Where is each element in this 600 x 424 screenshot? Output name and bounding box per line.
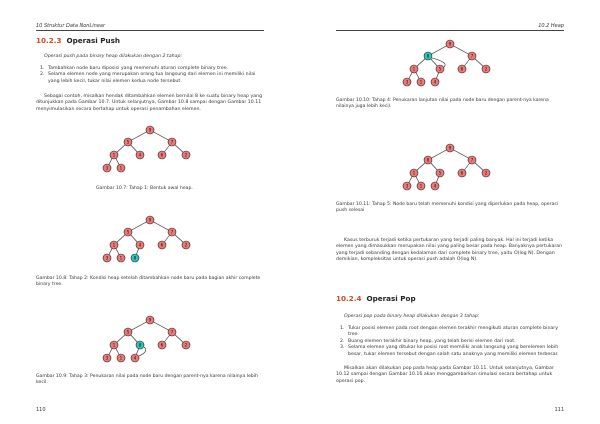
heap-node — [146, 216, 154, 224]
node-value: 8 — [138, 342, 142, 348]
heap-node — [436, 65, 444, 73]
node-value: 4 — [138, 152, 142, 158]
section-heading-push — [36, 36, 120, 45]
heap-node — [468, 52, 476, 60]
node-value: 6 — [160, 342, 164, 348]
node-value: 2 — [184, 152, 188, 158]
list-number: 2. — [40, 72, 45, 78]
figure-7-caption: Gambar 10.7: Tahap 1: Bentuk awal heap. — [96, 186, 193, 191]
heap-node — [468, 156, 476, 164]
heap-node — [403, 78, 411, 86]
heap-tree-figure-9 — [100, 316, 200, 368]
node-value: 8 — [133, 255, 137, 261]
heap-node — [158, 241, 166, 249]
node-value: 1 — [419, 79, 423, 85]
node-value: 3 — [405, 183, 409, 189]
header-rule — [336, 30, 564, 31]
heap-node — [431, 182, 439, 190]
heap-node — [431, 78, 439, 86]
node-value: 1 — [119, 355, 123, 361]
heap-node — [110, 241, 118, 249]
heap-tree-figure-10 — [400, 40, 500, 92]
list-number: 1. — [40, 66, 45, 71]
section-heading-pop — [336, 294, 416, 303]
list-text: Tukar posisi elemen pada root dengan elemen terakhir mengikuti aturan complete binary tree. — [348, 326, 558, 338]
heap-node — [417, 182, 425, 190]
heap-node — [124, 328, 132, 336]
list-text: Buang elemen terakhir binary heap, yang telah berisi elemen dari root. — [348, 338, 516, 344]
heap-node — [417, 78, 425, 86]
node-value: 8 — [426, 157, 430, 163]
heap-node — [410, 169, 418, 177]
node-value: 5 — [438, 170, 442, 176]
node-value: 1 — [119, 255, 123, 261]
list-item — [340, 345, 562, 358]
running-header: 10.2 Heap — [538, 23, 564, 29]
heap-node — [424, 156, 432, 164]
heap-node — [482, 65, 490, 73]
heap-node — [458, 65, 466, 73]
heap-tree-figure-11 — [400, 144, 500, 196]
heap-node — [458, 169, 466, 177]
right-page — [300, 0, 600, 424]
heap-node — [110, 151, 118, 159]
node-value: 5 — [438, 66, 442, 72]
node-value: 1 — [119, 165, 123, 171]
heap-tree-figure-8 — [100, 216, 200, 268]
heap-node — [446, 144, 454, 152]
heap-node — [182, 341, 190, 349]
heap-node — [110, 341, 118, 349]
page-number: 110 — [36, 407, 46, 413]
heap-node — [131, 254, 139, 262]
push-steps — [40, 66, 262, 85]
header-rule — [36, 30, 264, 31]
push-intro: Operasi push pada binary heap dilakukan dengan 2 tahap: — [44, 54, 183, 59]
node-value: 3 — [105, 355, 109, 361]
node-value: 3 — [405, 79, 409, 85]
node-value: 7 — [170, 229, 174, 235]
node-value: 2 — [484, 66, 488, 72]
heap-node — [146, 316, 154, 324]
complexity-paragraph: Kasus terburuk terjadi ketika pertukaran yang terjadi paling banyak. Hal ini terjadi ketika elemen yang dimasukkan merupakan nilai yang paling besar pada heap. Banyaknya pertukaran yang terjadi sebanding dengan kedalaman dari complete binary tree, yaitu O(log N). Dengan demikian, kompleksitas untuk operasi push adalah O(log N). — [336, 238, 563, 263]
heap-node — [117, 164, 125, 172]
section-title: Operasi Pop — [366, 294, 416, 303]
heap-node — [168, 328, 176, 336]
node-value: 2 — [184, 342, 188, 348]
push-example-paragraph: Sebagai contoh, misalkan hendak ditambahkan elemen bernilai 8 ke suatu binary heap yang ditunjukkan pada Gambar 10.7. Untuk selanjutnya, Gambar 10.8 sampai dengan Gambar 10.11 menyimulasikan secara bertahap untuk operasi penambahan elemen. — [36, 94, 263, 112]
node-value: 4 — [433, 79, 437, 85]
node-value: 1 — [412, 66, 416, 72]
heap-node — [103, 354, 111, 362]
node-value: 6 — [460, 66, 464, 72]
node-value: 4 — [433, 183, 437, 189]
heap-node — [117, 354, 125, 362]
list-item — [340, 326, 562, 339]
heap-node — [410, 65, 418, 73]
node-value: 9 — [148, 127, 152, 133]
heap-node — [158, 151, 166, 159]
node-value: 6 — [160, 242, 164, 248]
heap-node — [158, 341, 166, 349]
heap-node — [117, 254, 125, 262]
node-value: 4 — [138, 242, 142, 248]
list-text: Tambahkan node baru diposisi yang memenuhi aturan complete binary tree. — [48, 66, 229, 71]
node-value: 5 — [126, 229, 130, 235]
heap-node — [482, 169, 490, 177]
heap-node — [182, 151, 190, 159]
node-value: 1 — [112, 342, 116, 348]
heap-node — [168, 228, 176, 236]
node-value: 6 — [160, 152, 164, 158]
heap-node — [403, 182, 411, 190]
list-text: Selama elemen yang ditukar ke posisi root memiliki anak langsung yang berelemen lebih besar, tukar elemen tersebut dengan salah satu anaknya yang memiliki elemen terbesar. — [348, 345, 559, 357]
node-value: 6 — [460, 170, 464, 176]
heap-node — [124, 138, 132, 146]
heap-node — [103, 164, 111, 172]
node-value: 1 — [112, 242, 116, 248]
list-text: Selama elemen node yang merupakan orang tua langsung dari elemen ini memiliki nilai yang lebih kecil, tukar nilai elemen kedua node tersebut. — [48, 72, 256, 84]
node-value: 9 — [148, 217, 152, 223]
heap-node — [424, 52, 432, 60]
page-number: 111 — [554, 407, 564, 413]
node-value: 9 — [448, 145, 452, 151]
node-value: 9 — [148, 317, 152, 323]
heap-tree-figure-7 — [100, 126, 200, 178]
section-title: Operasi Push — [66, 36, 121, 45]
section-number: 10.2.3 — [36, 36, 62, 45]
node-value: 1 — [419, 183, 423, 189]
list-item — [40, 72, 262, 85]
node-value: 2 — [484, 170, 488, 176]
heap-node — [146, 126, 154, 134]
figure-8-caption: Gambar 10.8: Tahap 2: Kondisi heap setelah ditambahkan node baru pada bagian akhir complete binary tree. — [36, 276, 261, 288]
heap-node — [103, 254, 111, 262]
figure-9-caption: Gambar 10.9: Tahap 3: Penukaran nilai pada node baru dengan parent-nya karena nilainya lebih kecil. — [36, 374, 258, 386]
node-value: 5 — [126, 139, 130, 145]
node-value: 7 — [470, 53, 474, 59]
list-number: 1. — [340, 326, 345, 331]
node-value: 1 — [112, 152, 116, 158]
node-value: 7 — [170, 139, 174, 145]
running-header: 10 Struktur Data NonLinear — [36, 23, 106, 29]
heap-node — [436, 169, 444, 177]
node-value: 3 — [105, 255, 109, 261]
node-value: 8 — [426, 53, 430, 59]
node-value: 5 — [126, 329, 130, 335]
heap-node — [124, 228, 132, 236]
section-number: 10.2.4 — [336, 294, 362, 303]
heap-node — [182, 241, 190, 249]
pop-steps — [340, 326, 562, 358]
heap-node — [136, 241, 144, 249]
heap-node — [131, 354, 139, 362]
figure-11-caption: Gambar 10.11: Tahap 5: Node baru telah memenuhi kondisi yang diperlukan pada heap, operasi push selesai — [336, 202, 558, 214]
list-number: 3. — [340, 345, 345, 351]
node-value: 1 — [412, 170, 416, 176]
node-value: 4 — [133, 355, 137, 361]
node-value: 7 — [470, 157, 474, 163]
node-value: 7 — [170, 329, 174, 335]
heap-node — [136, 341, 144, 349]
node-value: 2 — [184, 242, 188, 248]
heap-node — [168, 138, 176, 146]
pop-intro: Operasi pop pada binary heap dilakukan dengan 3 tahap: — [344, 314, 480, 319]
figure-10-caption: Gambar 10.10: Tahap 4: Penukaran lanjutan nilai pada node baru dengan parent-nya karena nilainya juga lebih kecil. — [336, 98, 549, 110]
list-number: 2. — [340, 338, 345, 344]
node-value: 9 — [448, 41, 452, 47]
heap-node — [446, 40, 454, 48]
pop-example-paragraph: Misalkan akan dilakukan pop pada heap pada Gambar 10.11. Untuk selanjutnya, Gambar 10.12 sampai dengan Gambar 10.16 akan menggambarkan simulasi secara bertahap untuk operasi pop. — [336, 366, 554, 384]
heap-node — [136, 151, 144, 159]
node-value: 3 — [105, 165, 109, 171]
